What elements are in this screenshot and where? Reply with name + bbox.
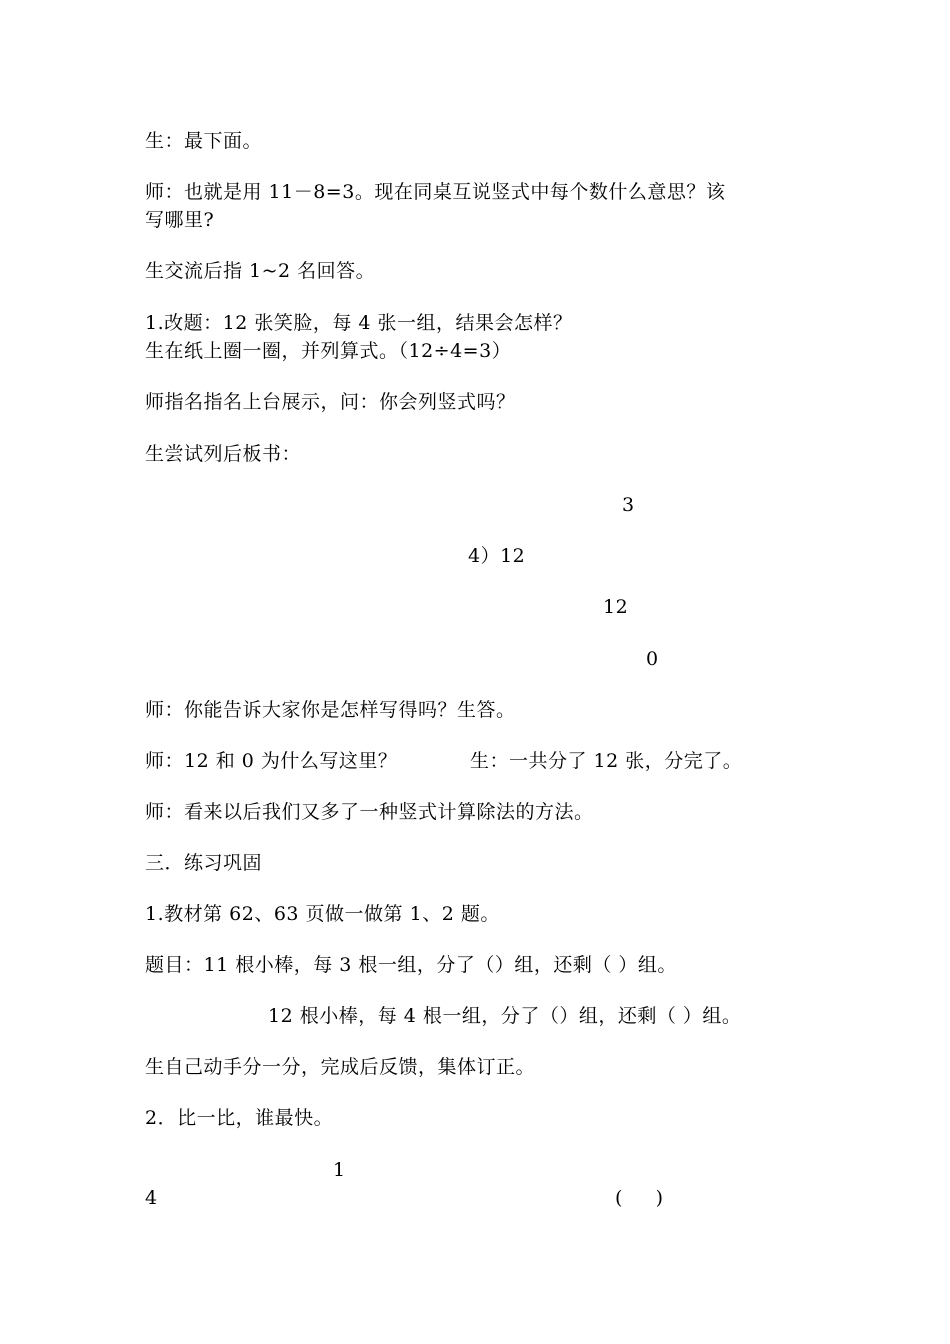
- text-line: 师：你能告诉大家你是怎样写得吗？生答。: [145, 699, 516, 721]
- text-line: 师：看来以后我们又多了一种竖式计算除法的方法。: [145, 801, 594, 823]
- division-remainder: 0: [646, 648, 659, 670]
- text-line: 12 根小棒，每 4 根一组，分了（）组，还剩（ ）组。: [268, 1005, 742, 1027]
- text-line: 生在纸上圈一圈，并列算式。（12÷4=3）: [145, 340, 512, 362]
- text-line: 师指名指名上台展示，问：你会列竖式吗？: [145, 391, 516, 413]
- text-line: 师：也就是用 11－8=3。现在同桌互说竖式中每个数什么意思？该: [145, 181, 726, 203]
- text-line: 1.改题：12 张笑脸，每 4 张一组，结果会怎样？: [145, 312, 573, 334]
- race-top-digit: 1: [333, 1159, 346, 1181]
- section-heading: 三．练习巩固: [145, 852, 263, 874]
- division-product: 12: [603, 596, 629, 618]
- text-line: 生尝试列后板书：: [145, 443, 302, 465]
- race-answer-blank: ( ): [615, 1187, 664, 1209]
- text-line: 2．比一比，谁最快。: [145, 1107, 334, 1129]
- text-line: 生交流后指 1~2 名回答。: [145, 260, 376, 282]
- race-left-digit: 4: [145, 1187, 158, 1209]
- division-divisor-dividend: 4）12: [468, 545, 526, 567]
- text-line: 写哪里?: [145, 209, 215, 231]
- text-line: 题目：11 根小棒，每 3 根一组，分了（）组，还剩（ ）组。: [145, 954, 677, 976]
- division-quotient: 3: [622, 494, 635, 516]
- text-line: 师：12 和 0 为什么写这里？: [145, 750, 398, 772]
- text-line: 生：一共分了 12 张，分完了。: [470, 750, 743, 772]
- text-line: 1.教材第 62、63 页做一做第 1、2 题。: [145, 903, 500, 925]
- text-line: 生：最下面。: [145, 130, 263, 152]
- text-line: 生自己动手分一分，完成后反馈，集体订正。: [145, 1056, 536, 1078]
